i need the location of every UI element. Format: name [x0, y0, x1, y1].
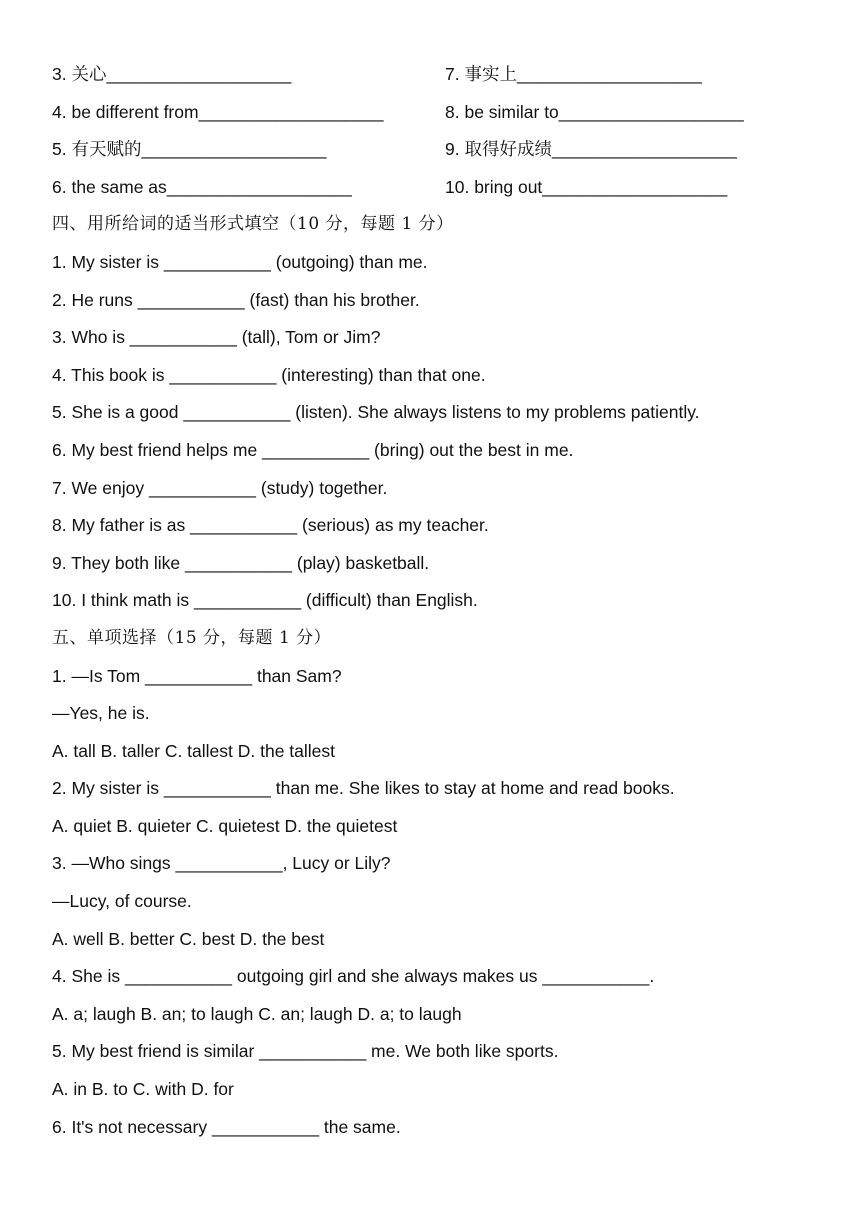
vocab-row [52, 169, 832, 207]
fill-in-item-10: 10. I think math is ___________ (difficult) than English. [52, 590, 478, 611]
choice-options-3: A. well B. better C. best D. the best [52, 928, 325, 949]
vocab-item-5: 5. 有天赋的___________________ [52, 139, 327, 160]
choice-question-4: 4. She is ___________ outgoing girl and she always makes us ___________. [52, 966, 655, 987]
vocab-row [52, 56, 832, 94]
vocab-item-6: 6. the same as___________________ [52, 176, 352, 197]
choice-question-6: 6. It's not necessary ___________ the same. [52, 1116, 401, 1137]
vocab-item-7: 7. 事实上___________________ [445, 64, 702, 84]
fill-in-item-5: 5. She is a good ___________ (listen). She always listens to my problems patiently. [52, 402, 700, 423]
fill-in-item-7: 7. We enjoy ___________ (study) together. [52, 477, 388, 498]
fill-in-item-4: 4. This book is ___________ (interesting) than that one. [52, 364, 486, 385]
fill-in-item-1: 1. My sister is ___________ (outgoing) than me. [52, 251, 428, 272]
vocab-item-3: 3. 关心___________________ [52, 64, 292, 84]
choice-question-2: 2. My sister is ___________ than me. She likes to stay at home and read books. [52, 778, 675, 799]
choice-question-1: 1. —Is Tom ___________ than Sam? [52, 665, 342, 686]
vocab-item-9: 9. 取得好成绩___________________ [445, 139, 737, 160]
fill-in-item-2: 2. He runs ___________ (fast) than his brother. [52, 289, 420, 310]
fill-in-item-3: 3. Who is ___________ (tall), Tom or Jim? [52, 327, 381, 348]
vocab-row [52, 94, 832, 132]
section-4-heading: 四、用所给词的适当形式填空（10 分，每题 1 分） [52, 214, 454, 235]
fill-in-item-9: 9. They both like ___________ (play) basketball. [52, 552, 430, 573]
choice-options-5: A. in B. to C. with D. for [52, 1079, 234, 1100]
vocab-item-8: 8. be similar to___________________ [445, 101, 744, 122]
choice-question-3: 3. —Who sings ___________, Lucy or Lily? [52, 853, 391, 874]
fill-in-item-8: 8. My father is as ___________ (serious) as my teacher. [52, 515, 489, 536]
worksheet-page [52, 56, 832, 1146]
section-5-heading: 五、单项选择（15 分，每题 1 分） [52, 627, 332, 648]
choice-answer-line: —Yes, he is. [52, 703, 150, 724]
choice-options-1: A. tall B. taller C. tallest D. the tallest [52, 740, 336, 761]
choice-question-5: 5. My best friend is similar ___________ me. We both like sports. [52, 1041, 559, 1062]
vocab-item-4: 4. be different from___________________ [52, 101, 384, 122]
fill-in-item-6: 6. My best friend helps me ___________ (bring) out the best in me. [52, 439, 574, 460]
choice-answer-line: —Lucy, of course. [52, 891, 192, 912]
vocab-row [52, 131, 832, 169]
choice-options-4: A. a; laugh B. an; to laugh C. an; laugh D. a; to laugh [52, 1003, 462, 1024]
choice-options-2: A. quiet B. quieter C. quietest D. the quietest [52, 815, 398, 836]
vocab-item-10: 10. bring out___________________ [445, 176, 728, 197]
